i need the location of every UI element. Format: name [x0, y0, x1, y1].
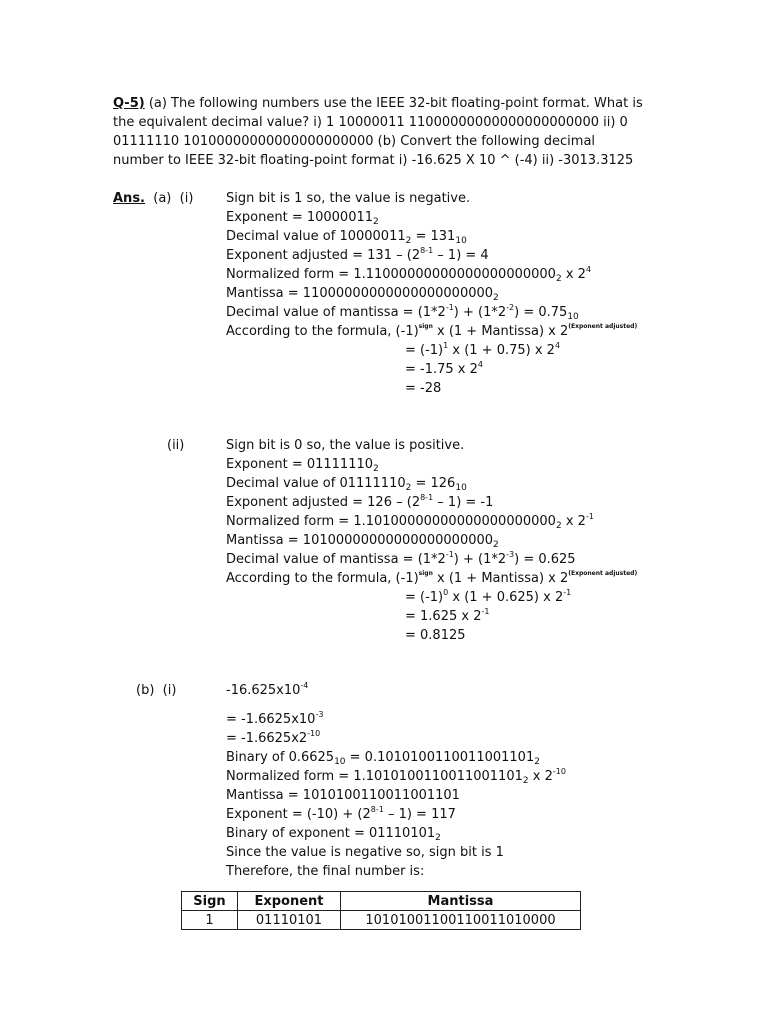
answer-heading	[113, 189, 193, 208]
answer-label: Ans.	[113, 191, 145, 206]
b-i-normalized-line: Normalized form = $1.1010100110011001101_2$ x $2^{-10}$	[226, 767, 566, 786]
a-ii-decimal-line: Decimal value of $01111110_2 = 126_{10}$	[226, 476, 467, 493]
cell-exponent: 01110101	[238, 911, 341, 930]
b-i-exponent-line: Exponent = $(-10) + (2^{8-1} - 1) = 117$	[226, 805, 456, 822]
b-i-final-line: Therefore, the final number is:	[226, 864, 425, 879]
a-ii-exponent-line: Exponent = $01111110_2$	[226, 457, 379, 474]
question-label: Q-5)	[113, 96, 145, 111]
a-i-step2-line: = -1.75 x $2^4$	[405, 360, 483, 377]
table-row	[182, 911, 581, 930]
part-a-i-label: (i)	[179, 191, 194, 206]
header-exponent: Exponent	[238, 892, 341, 911]
a-i-mantissa-line: Mantissa = $11000000000000000000000_2$	[226, 286, 499, 303]
a-ii-step2-line: = 1.625 x $2^{-1}$	[405, 607, 490, 624]
part-a-label: (a)	[153, 191, 172, 206]
b-i-binary-exponent-line: Binary of exponent = $01110101_2$	[226, 826, 441, 843]
a-ii-formula-line: According to the formula, $(-1)^{sign}$ x (1 + Mantissa) x $2^{(Exponent adjusted)}$	[226, 570, 638, 586]
b-i-sign-line: Since the value is negative so, sign bit is 1	[226, 845, 504, 860]
a-ii-result-line: = 0.8125	[405, 628, 466, 643]
a-i-adjusted-line: Exponent adjusted = 131 – (2$^{8-1}$ – 1) = 4	[226, 246, 489, 263]
cell-sign: 1	[182, 911, 238, 930]
a-ii-mantissa-line: Mantissa = $10100000000000000000000_2$	[226, 533, 499, 550]
b-i-mantissa-line: Mantissa = 1010100110011001101	[226, 788, 460, 803]
a-ii-decimal-mantissa-line: Decimal value of mantissa = $(1*2^{-1}) + (1*2^{-3}) = 0.625$	[226, 550, 576, 567]
part-a-ii-label: (ii)	[167, 438, 185, 453]
a-i-result-line: = -28	[405, 381, 442, 396]
b-i-step1-line: = $-1.6625x10^{-3}$	[226, 710, 324, 727]
a-i-sign-line: Sign bit is 1 so, the value is negative.	[226, 191, 471, 206]
a-ii-normalized-line: Normalized form = $1.10100000000000000000000_2$ x $2^{-1}$	[226, 512, 594, 531]
a-ii-sign-line: Sign bit is 0 so, the value is positive.	[226, 438, 465, 453]
a-i-formula-line: According to the formula, $(-1)^{sign}$ x (1 + Mantissa) x $2^{(Exponent adjusted)}$	[226, 323, 638, 339]
result-table-header-row	[182, 892, 581, 911]
header-mantissa: Mantissa	[341, 892, 581, 911]
a-i-exponent-line: Exponent = $10000011_2$	[226, 210, 379, 227]
a-ii-adjusted-line: Exponent adjusted = 126 – (2$^{8-1}$ – 1) = -1	[226, 493, 494, 510]
result-table	[181, 891, 581, 930]
b-i-binary-line: Binary of $0.6625_{10} = 0.1010100110011001101_2$	[226, 750, 540, 767]
a-i-decimal-mantissa-line: Decimal value of mantissa = $(1*2^{-1}) + (1*2^{-2}) = 0.75_{10}$	[226, 303, 579, 322]
b-i-step2-line: = $-1.6625x2^{-10}$	[226, 729, 321, 746]
cell-mantissa: 10101001100110011010000	[341, 911, 581, 930]
question-body: (a) The following numbers use the IEEE 32-bit floating-point format. What is the equivalent decimal value? i) 1 10000011 11000000000000000000000 ii) 0 01111110 10100000000000000000000 (b) Convert the following decimal number to IEEE 32-bit floating-point format i) -16.625 X 10 ^ (-4) ii) -3013.3125	[113, 96, 643, 168]
part-b-label: (b)	[136, 683, 155, 698]
part-b-i-heading	[136, 681, 176, 700]
b-i-given-line: $-16.625x10^{-4}$	[226, 681, 309, 698]
a-i-normalized-line: Normalized form = $1.11000000000000000000000_2$ x $2^4$	[226, 265, 592, 284]
a-i-step1-line: = $(-1)^1$ x (1 + 0.75) x $2^4$	[405, 341, 561, 358]
a-i-decimal-line: Decimal value of $10000011_2 = 131_{10}$	[226, 229, 467, 246]
part-b-i-label: (i)	[162, 683, 177, 698]
a-ii-step1-line: = $(-1)^0$ x (1 + 0.625) x $2^{-1}$	[405, 588, 572, 605]
header-sign: Sign	[182, 892, 238, 911]
question-text	[113, 94, 643, 170]
